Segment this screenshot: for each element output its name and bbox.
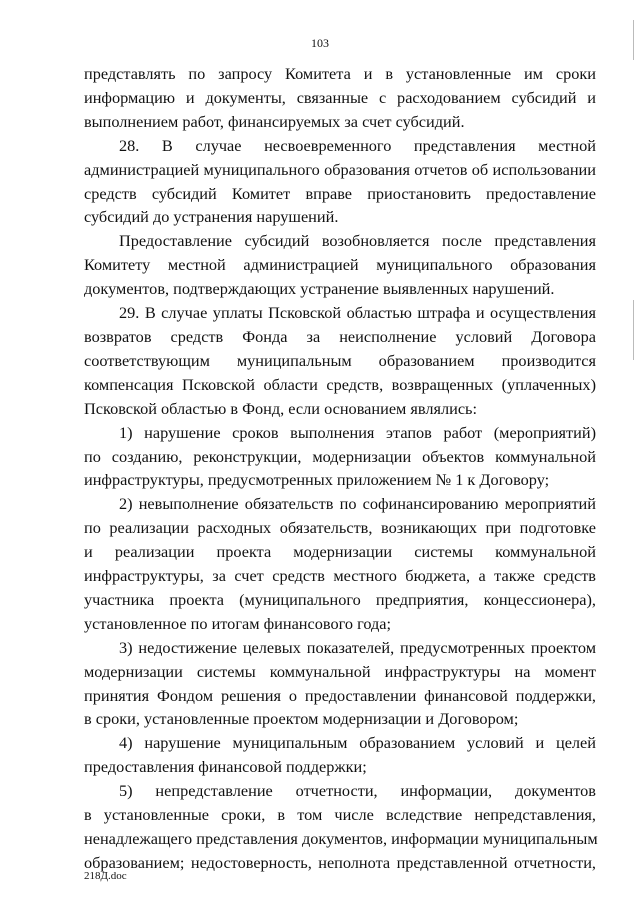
text-line: Предоставление субсидий возобновляется после представления bbox=[119, 231, 596, 251]
text-line: выполнением работ, финансируемых за счет субсидий. bbox=[84, 111, 465, 131]
text-line: документов, подтверждающих устранение выявленных нарушений. bbox=[84, 279, 555, 299]
text-line: 2) невыполнение обязательств по софинансированию мероприятий bbox=[119, 494, 596, 514]
text-line: 5) непредставление отчетности, информации, документов bbox=[119, 781, 596, 801]
text-line: и реализации проекта модернизации системы коммунальной bbox=[84, 542, 596, 562]
text-line: предоставления финансовой поддержки; bbox=[84, 757, 367, 777]
page-number: 103 bbox=[311, 36, 329, 50]
text-line: в сроки, установленные проектом модернизации и Договором; bbox=[84, 709, 519, 729]
text-line: принятия Фондом решения о предоставлении финансовой поддержки, bbox=[84, 685, 596, 705]
text-line: средств субсидий Комитет вправе приостановить предоставление bbox=[84, 183, 596, 203]
text-line: 28. В случае несвоевременного представления местной bbox=[119, 135, 596, 155]
footer-file-name: 218Д.doc bbox=[84, 870, 127, 882]
text-line: возвратов средств Фонда за неисполнение условий Договора bbox=[84, 326, 596, 346]
text-line: Псковской областью в Фонд, если основанием являлись: bbox=[84, 398, 478, 418]
text-line: ненадлежащего представления документов, информации муниципальным bbox=[84, 829, 598, 848]
text-line: установленное по итогам финансового года; bbox=[84, 613, 392, 633]
text-line: администрацией муниципального образования отчетов об использовании bbox=[84, 159, 596, 179]
text-line: инфраструктуры, предусмотренных приложением № 1 к Договору; bbox=[84, 470, 550, 490]
text-line: соответствующим муниципальным образованием производится bbox=[84, 350, 596, 370]
text-line: 3) недостижение целевых показателей, предусмотренных проектом bbox=[119, 637, 596, 657]
text-line: участника проекта (муниципального предприятия, концессионера), bbox=[84, 589, 596, 609]
text-line: 29. В случае уплаты Псковской областью штрафа и осуществления bbox=[119, 303, 596, 323]
scan-edge-mark bbox=[633, 20, 634, 60]
text-line: субсидий до устранения нарушений. bbox=[84, 207, 339, 227]
text-line: компенсация Псковской области средств, возвращенных (уплаченных) bbox=[84, 374, 596, 394]
scan-edge-mark bbox=[633, 300, 634, 360]
text-line: по созданию, реконструкции, модернизации объектов коммунальной bbox=[84, 446, 596, 466]
text-line: модернизации системы коммунальной инфраструктуры на момент bbox=[84, 661, 596, 681]
text-line: образованием; недостоверность, неполнота представленной отчетности, bbox=[84, 852, 596, 872]
text-line: в установленные сроки, в том числе вследствие непредставления, bbox=[84, 805, 596, 825]
text-line: 4) нарушение муниципальным образованием условий и целей bbox=[119, 733, 596, 753]
text-line: 1) нарушение сроков выполнения этапов работ (мероприятий) bbox=[119, 422, 596, 442]
text-line: по реализации расходных обязательств, возникающих при подготовке bbox=[84, 518, 596, 538]
text-line: информацию и документы, связанные с расходованием субсидий и bbox=[84, 87, 596, 107]
text-line: Комитету местной администрацией муниципального образования bbox=[84, 255, 596, 275]
document-body bbox=[84, 62, 596, 875]
text-line: представлять по запросу Комитета и в установленные им сроки bbox=[84, 64, 596, 83]
text-line: инфраструктуры, за счет средств местного бюджета, а также средств bbox=[84, 566, 596, 586]
